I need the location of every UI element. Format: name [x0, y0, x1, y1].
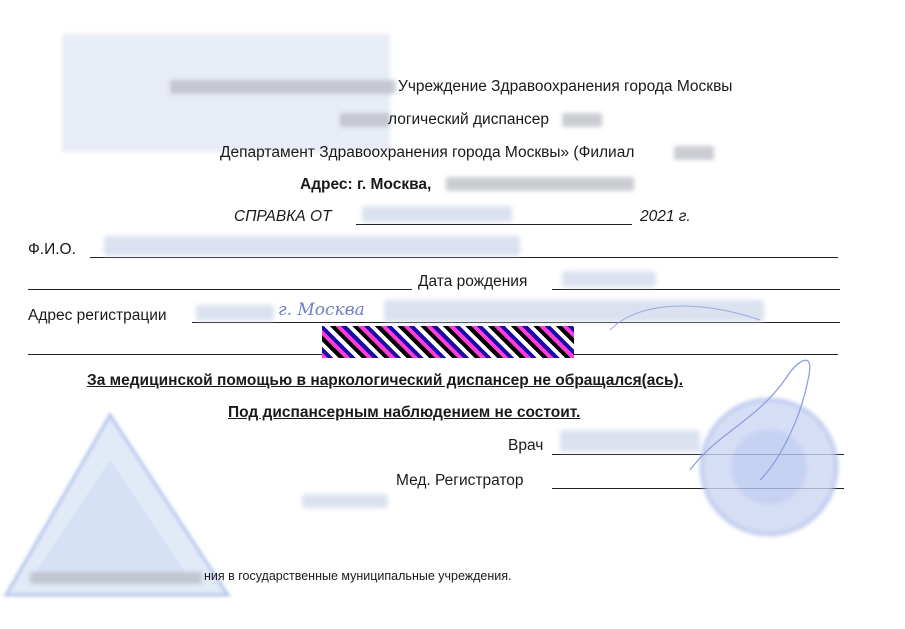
redacted-branch-number	[674, 146, 714, 160]
fio-line	[90, 257, 838, 258]
birth-date-label: Дата рождения	[418, 273, 528, 290]
redacted-fio	[104, 236, 520, 256]
redacted-date	[362, 206, 512, 222]
redacted-org-name	[170, 80, 396, 94]
redacted-small-field	[302, 494, 388, 508]
round-stamp	[700, 398, 838, 536]
fio-line-2	[28, 289, 412, 290]
header-line-2: логический диспансер	[388, 111, 550, 128]
address-city-handwritten: г. Москва	[278, 300, 365, 320]
redacted-birth-date	[562, 271, 656, 287]
redacted-address-prefix	[196, 305, 274, 321]
birth-date-line	[552, 289, 840, 290]
header-line-3: Департамент Здравоохранения города Москвы» (Филиал	[220, 144, 635, 161]
header-line-1: Учреждение Здравоохранения города Москвы	[398, 78, 733, 95]
certificate-title: СПРАВКА ОТ	[234, 208, 332, 225]
redacted-footer-prefix	[30, 572, 202, 584]
doctor-label: Врач	[508, 437, 544, 454]
redacted-dispensary-number	[562, 113, 602, 127]
statement-not-registered: Под диспансерным наблюдением не состоит.	[228, 404, 581, 421]
redacted-doctor-signature	[560, 430, 700, 452]
redacted-noise-block	[322, 326, 574, 358]
statement-no-visits: За медицинской помощью в наркологический диспансер не обращался(ась).	[87, 372, 684, 389]
certificate-year: 2021 г.	[640, 208, 691, 225]
date-line	[356, 224, 632, 225]
address-line	[192, 322, 840, 323]
address-registration-label: Адрес регистрации	[28, 307, 167, 324]
address-heading: Адрес: г. Москва,	[300, 176, 432, 193]
registrar-label: Мед. Регистратор	[396, 472, 524, 489]
redacted-address	[446, 177, 634, 191]
redacted-address-rest	[384, 300, 764, 322]
fio-label: Ф.И.О.	[28, 241, 76, 258]
footer-note: ния в государственные муниципальные учреждения.	[204, 569, 512, 583]
redacted-dispensary-prefix	[340, 113, 390, 127]
